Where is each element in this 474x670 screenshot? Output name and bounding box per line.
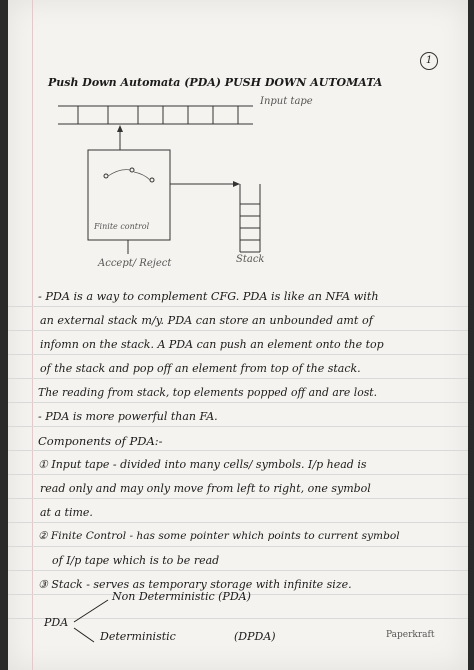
- text-line: at a time.: [40, 506, 93, 519]
- stack-label: Stack: [236, 254, 265, 265]
- text-line: infomn on the stack. A PDA can push an element onto the top: [40, 338, 384, 351]
- tree-branch-bottom-abbr: (DPDA): [234, 630, 276, 643]
- notebook-page: [8, 0, 468, 670]
- page-heading: Push Down Automata (PDA) PUSH DOWN AUTOMATA: [48, 76, 383, 89]
- text-line: an external stack m/y. PDA can store an unbounded amt of: [40, 314, 373, 327]
- text-line: ③ Stack - serves as temporary storage with infinite size.: [38, 578, 352, 591]
- accept-reject-label: Accept/ Reject: [98, 258, 172, 269]
- text-line: of the stack and pop off an element from top of the stack.: [40, 362, 361, 375]
- tree-branch-bottom: Deterministic: [100, 630, 176, 643]
- stack: [240, 184, 260, 252]
- brand-label: Paperkraft: [386, 630, 435, 640]
- finite-control-label: Finite control: [94, 222, 150, 231]
- text-line: The reading from stack, top elements popped off and are lost.: [38, 386, 378, 399]
- tree-branch-top: Non Deterministic (PDA): [112, 590, 251, 603]
- text-line: ① Input tape - divided into many cells/ symbols. I/p head is: [38, 458, 367, 471]
- input-tape: [58, 106, 253, 124]
- text-line: of I/p tape which is to be read: [52, 554, 220, 567]
- input-tape-label: Input tape: [260, 96, 313, 107]
- tree-root: PDA: [44, 616, 69, 629]
- text-line: ② Finite Control - has some pointer which points to current symbol: [38, 530, 400, 542]
- text-line: read only and may only move from left to right, one symbol: [40, 482, 371, 495]
- text-line: - PDA is more powerful than FA.: [38, 410, 218, 423]
- section-heading: Components of PDA:-: [38, 434, 163, 448]
- text-line: - PDA is a way to complement CFG. PDA is like an NFA with: [38, 290, 379, 303]
- page-number: 1: [420, 52, 438, 70]
